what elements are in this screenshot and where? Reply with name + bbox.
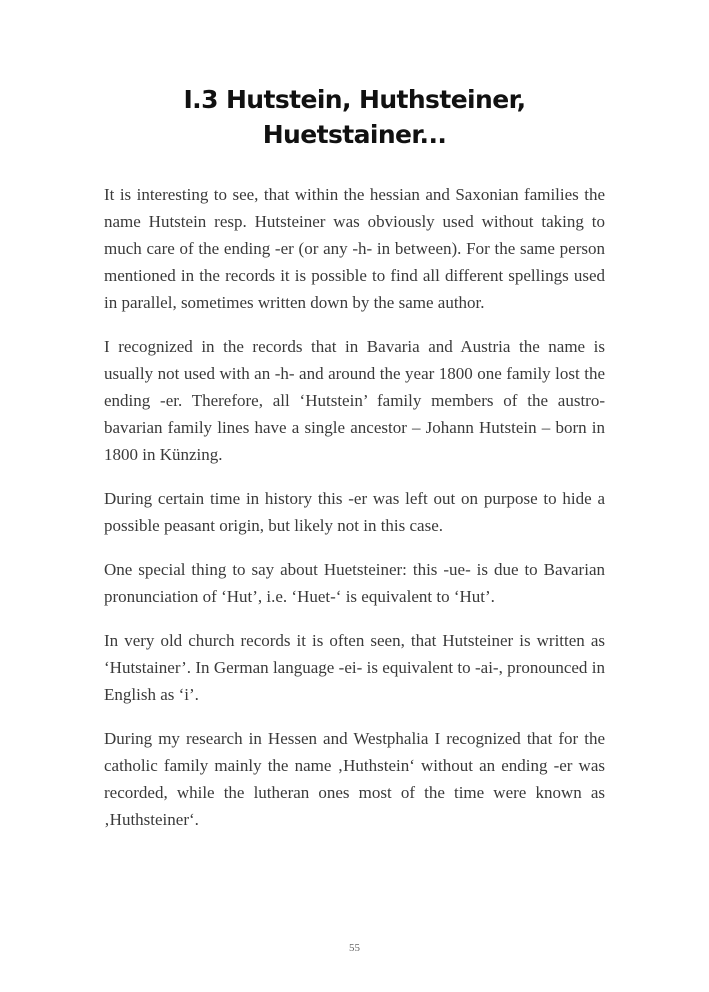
paragraph-3: During certain time in history this -er was left out on purpose to hide a possible peasant origin, but likely not in this case.: [104, 489, 605, 535]
body-text: [104, 181, 605, 850]
section-title-line-2: Huetstainer...: [262, 120, 447, 149]
page-number: 55: [349, 942, 360, 954]
section-title-line-1: I.3 Hutstein, Huthsteiner,: [183, 85, 526, 114]
paragraph-6: During my research in Hessen and Westphalia I recognized that for the catholic family mainly the name ‚Huthstein‘ without an ending -er was recorded, while the lutheran ones most of the time were known as ‚Huthsteiner‘.: [104, 729, 605, 829]
paragraph-2: I recognized in the records that in Bavaria and Austria the name is usually not used with an -h- and around the year 1800 one family lost the ending -er. Therefore, all ‘Hutstein’ family members of the austro-bavarian family lines have a single ancestor – Johann Hutstein – born in 1800 in Künzing.: [104, 337, 605, 464]
paragraph-1: It is interesting to see, that within the hessian and Saxonian families the name Hutstein resp. Hutsteiner was obviously used without taking to much care of the ending -er (or any -h- in between). For the same person mentioned in the records it is possible to find all different spellings used in parallel, sometimes written down by the same author.: [104, 185, 605, 312]
paragraph-4: One special thing to say about Huetsteiner: this -ue- is due to Bavarian pronunciation of ‘Hut’, i.e. ‘Huet-‘ is equivalent to ‘Hut’.: [104, 560, 605, 606]
section-title: [104, 82, 605, 152]
paragraph-5: In very old church records it is often seen, that Hutsteiner is written as ‘Hutstainer’. In German language -ei- is equivalent to -ai-, pronounced in English as ‘i’.: [104, 631, 605, 704]
